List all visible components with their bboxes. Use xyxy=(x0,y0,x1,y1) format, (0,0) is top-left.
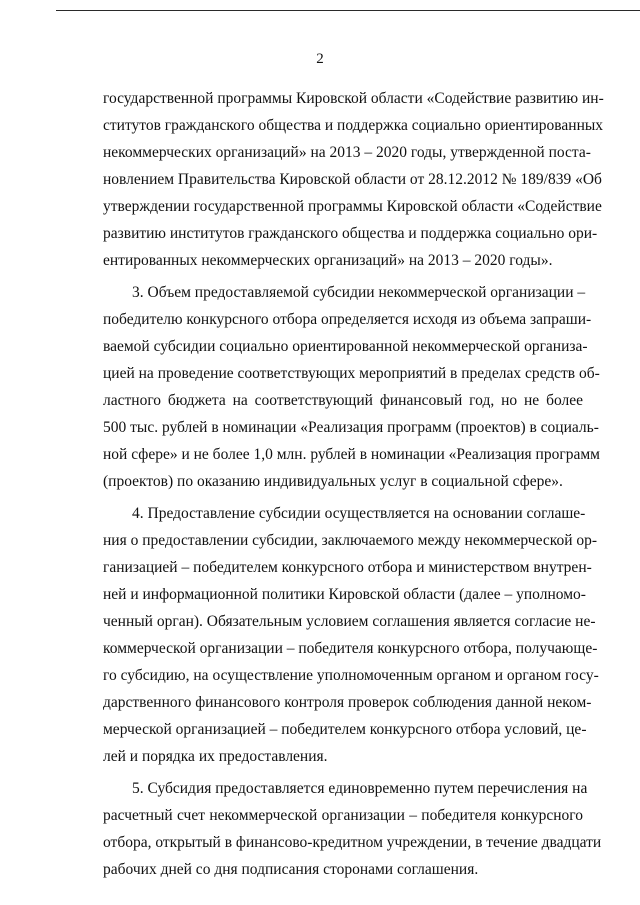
text-line: отбора, открытый в финансово-кредитном учреждении, в течение двадцати xyxy=(103,834,602,851)
text-line: 500 тыс. рублей в номинации «Реализация программ (проектов) в социаль- xyxy=(103,419,599,436)
text-line: ганизацией – победителем конкурсного отбора и министерством внутрен- xyxy=(103,559,592,576)
text-line: новлением Правительства Кировской области от 28.12.2012 № 189/839 «Об xyxy=(103,171,602,188)
text-line: ентированных некоммерческих организаций» на 2013 – 2020 годы». xyxy=(103,252,553,269)
text-line: 4. Предоставление субсидии осуществляется на основании соглаше- xyxy=(132,505,586,522)
text-line: ластного бюджета на соответствующий финансовый год, но не более xyxy=(103,392,583,409)
text-line: 3. Объем предоставляемой субсидии некоммерческой организации – xyxy=(132,284,586,301)
text-line: победителю конкурсного отбора определяется исходя из объема запраши- xyxy=(103,311,592,328)
text-line: развитию институтов гражданского общества и поддержка социально ори- xyxy=(103,225,598,242)
text-line: государственной программы Кировской области «Содействие развитию ин- xyxy=(103,90,604,107)
text-line: коммерческой организации – победителя конкурсного отбора, получающе- xyxy=(103,640,598,657)
top-border-line xyxy=(56,10,640,11)
text-line: 5. Субсидия предоставляется единовременно путем перечисления на xyxy=(132,780,588,797)
text-line: некоммерческих организаций» на 2013 – 2020 годы, утвержденной поста- xyxy=(103,144,591,161)
page-number: 2 xyxy=(316,51,324,67)
text-line: ния о предоставлении субсидии, заключаемого между некоммерческой ор- xyxy=(103,532,598,549)
text-line: утверждении государственной программы Кировской области «Содействие xyxy=(103,198,602,215)
text-line: ной сфере» и не более 1,0 млн. рублей в номинации «Реализация программ xyxy=(103,446,600,463)
text-line: ваемой субсидии социально ориентированной некоммерческой организа- xyxy=(103,338,588,355)
text-line: ней и информационной политики Кировской области (далее – уполномо- xyxy=(103,586,586,603)
text-line: лей и порядка их предоставления. xyxy=(103,748,328,765)
text-line: дарственного финансового контроля проверок соблюдения данной неком- xyxy=(103,694,592,711)
text-line: расчетный счет некоммерческой организации – победителя конкурсного xyxy=(103,807,583,824)
text-line: ститутов гражданского общества и поддержка социально ориентированных xyxy=(103,117,604,134)
text-line: (проектов) по оказанию индивидуальных услуг в социальной сфере». xyxy=(103,473,563,490)
text-line: го субсидию, на осуществление уполномоченным органом и органом госу- xyxy=(103,667,599,684)
text-line: ченный орган). Обязательным условием соглашения является согласие не- xyxy=(103,613,596,630)
text-line: рабочих дней со дня подписания сторонами соглашения. xyxy=(103,861,479,878)
text-line: мерческой организацией – победителем конкурсного отбора условий, це- xyxy=(103,721,587,738)
text-line: цией на проведение соответствующих мероприятий в пределах средств об- xyxy=(103,365,600,382)
